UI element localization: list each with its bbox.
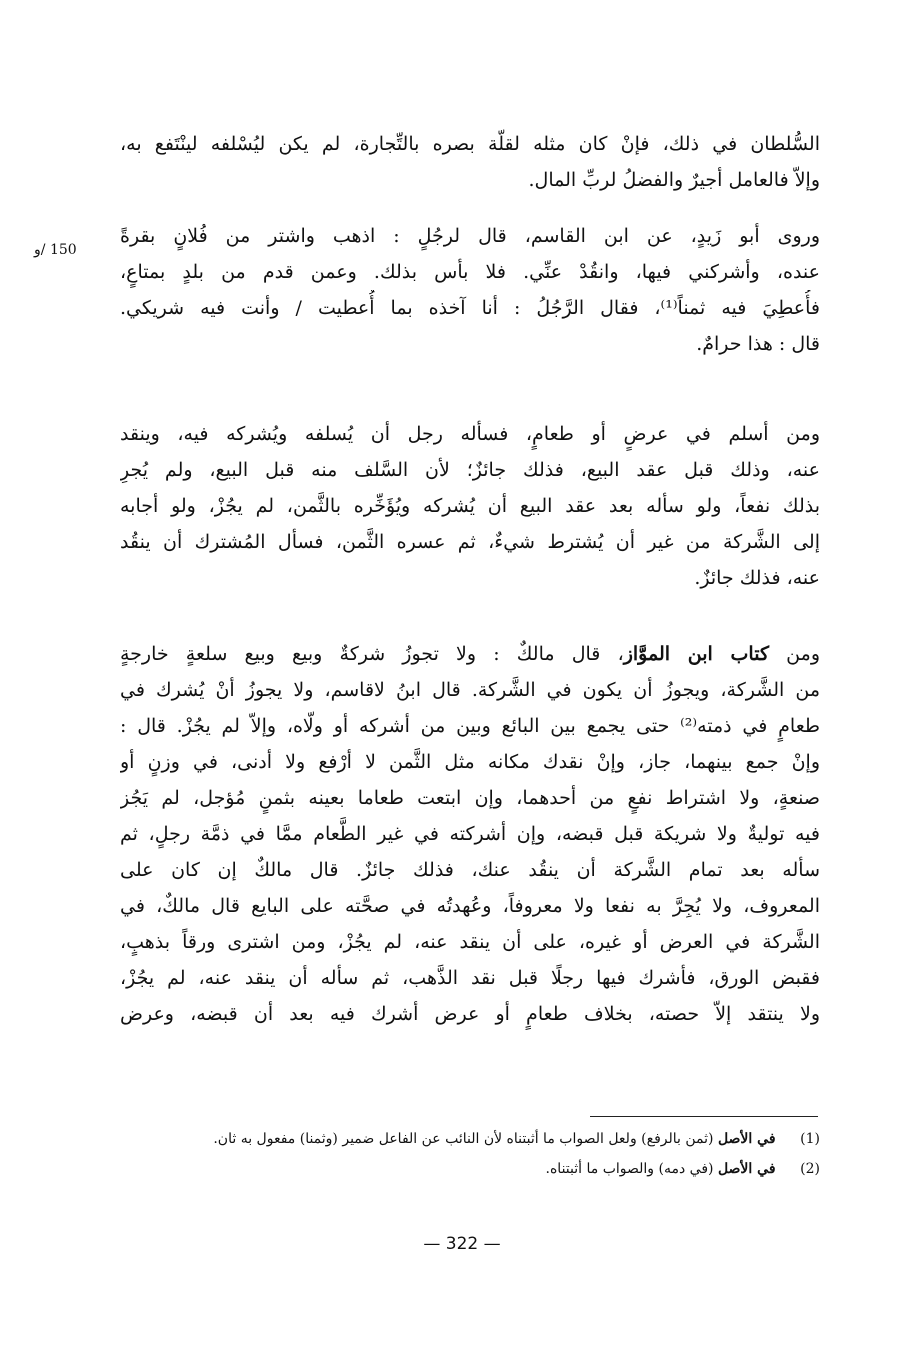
text-line: وروى أبو زَيدٍ، عن ابن القاسم، قال لرجُلٍ : اذهب واشتر من فُلانٍ بقرةً [120,225,820,247]
text-line: ولا ينتقد إلاّ حصته، بخلاف طعامٍ أو عرض أشرك فيه بعد أن قبضه، وعرض [120,1003,820,1025]
text-line: السُّلطان في ذلك، فإنْ كان مثله لقلّة بصره بالتِّجارة، لم يكن ليُسْلفه لينْتَفع به، [120,133,820,155]
text-line: فقبض الورق، فأشرك فيها رجلًا قبل نقد الذَّهب، ثم سأله أن ينقد عنه، لم يجُزْ، [120,967,820,989]
text-line: ومن كتاب ابن الموَّاز، قال مالكٌ : ولا تجوزُ شركةٌ وبيع وبيع سلعةٍ خارجةٍ [120,643,820,665]
footnote-text: (في دمه) والصواب ما أثبتناه. [545,1161,714,1177]
footnote-number: (2) [800,1161,820,1177]
text-line: عنده، وأشركني فيها، وانقُدْ عنِّي. فلا بأس بذلك. وعمن قدم من بلدٍ بمتاعٍ، [120,261,820,283]
text-line: عنه، وذلك قبل عقد البيع، فذلك جائزٌ؛ لأن السَّلف منه قبل البيع، ولم يُجرِ [120,459,820,481]
page-number: — 322 — [423,1234,501,1254]
text-line: عنه، فذلك جائزٌ. [694,567,820,589]
text-line: سأله بعد تمام الشَّركة أن ينقُد عنك، فذلك جائزٌ. قال مالكٌ إن كان على [120,859,820,881]
text-line: الشَّركة في العرض أو غيره، على أن ينقد عنه، لم يجُزْ، ومن اشترى ورقاً بذهبٍ، [120,931,820,953]
book-title: كتاب ابن الموَّاز [623,643,770,665]
footnotes [120,1124,820,1184]
text-line: المعروف، ولا يُجِرَّ به نفعا ولا معروفاً، وعُهدتُه في صحَّته على البايع قال مالكٌ، في [120,895,820,917]
footnote-2 [120,1154,820,1184]
footnote-separator [590,1116,818,1117]
text-line: من الشَّركة، ويجوزُ أن يكون في الشَّركة. قال ابنُ لاقاسم، ولا يجوزُ أنْ يُشرك في [120,679,820,701]
footnote-text: (ثمن بالرفع) ولعل الصواب ما أثبتناه لأن النائب عن الفاعل ضمير (وثمنا) مفعول به ثان. [213,1131,714,1147]
text-line: إلى الشَّركة من غير أن يُشترط شيءٌ، ثم عسره الثَّمن، فسأل المُشترك أن ينقُد [120,531,820,553]
footnote-number: (1) [800,1131,820,1147]
text-line: وإلاّ فالعامل أجيرٌ والفضلُ لربِّ المال. [528,169,820,191]
text-line: فيه توليةٌ ولا شريكة قبل قبضه، وإن أشركته في غير الطَّعام ممَّا في ذمَّة رجلٍ، ثم [120,823,820,845]
text-line: فأُعطِيَ فيه ثمناً⁽¹⁾، فقال الرَّجُلُ : أنا آخذه بما أُعطيت / وأنت فيه شريكي. [120,297,820,319]
text-line: قال : هذا حرامٌ. [696,333,820,355]
text-line: بذلك نفعاً، ولو سأله بعد عقد البيع أن يُشركه ويُؤَخِّره بالثَّمن، لم يجُزْ، ولو أجابه [120,495,820,517]
text-line: ومن أسلم في عرضٍ أو طعامٍ، فسأله رجل أن يُسلفه ويُشركه فيه، وينقد [120,423,820,445]
paragraph-1 [120,126,820,198]
footnote-label: في الأصل [717,1161,776,1177]
footnote-1 [120,1124,820,1154]
text-line: وإنْ جمع بينهما، جاز، وإنْ نقدك مكانه مثل الثَّمن لا أرْفع ولا أدنى، في وزنٍ أو [120,751,820,773]
paragraph-3 [120,416,820,596]
footnote-label: في الأصل [717,1131,776,1147]
text-line: طعامٍ في ذمته⁽²⁾ حتى يجمع بين البائع وبين من أشركه أو ولّاه، وإلاّ لم يجُزْ. قال : [120,715,820,737]
manuscript-folio-note: 150 /و [34,242,77,258]
paragraph-4 [120,636,820,1032]
paragraph-2 [120,218,820,362]
text-line: صنعةٍ، ولا اشتراط نفعٍ من أحدهما، وإن ابتعت طعاما بعينه بثمنٍ مُؤجل، لم يَجُز [120,787,820,809]
